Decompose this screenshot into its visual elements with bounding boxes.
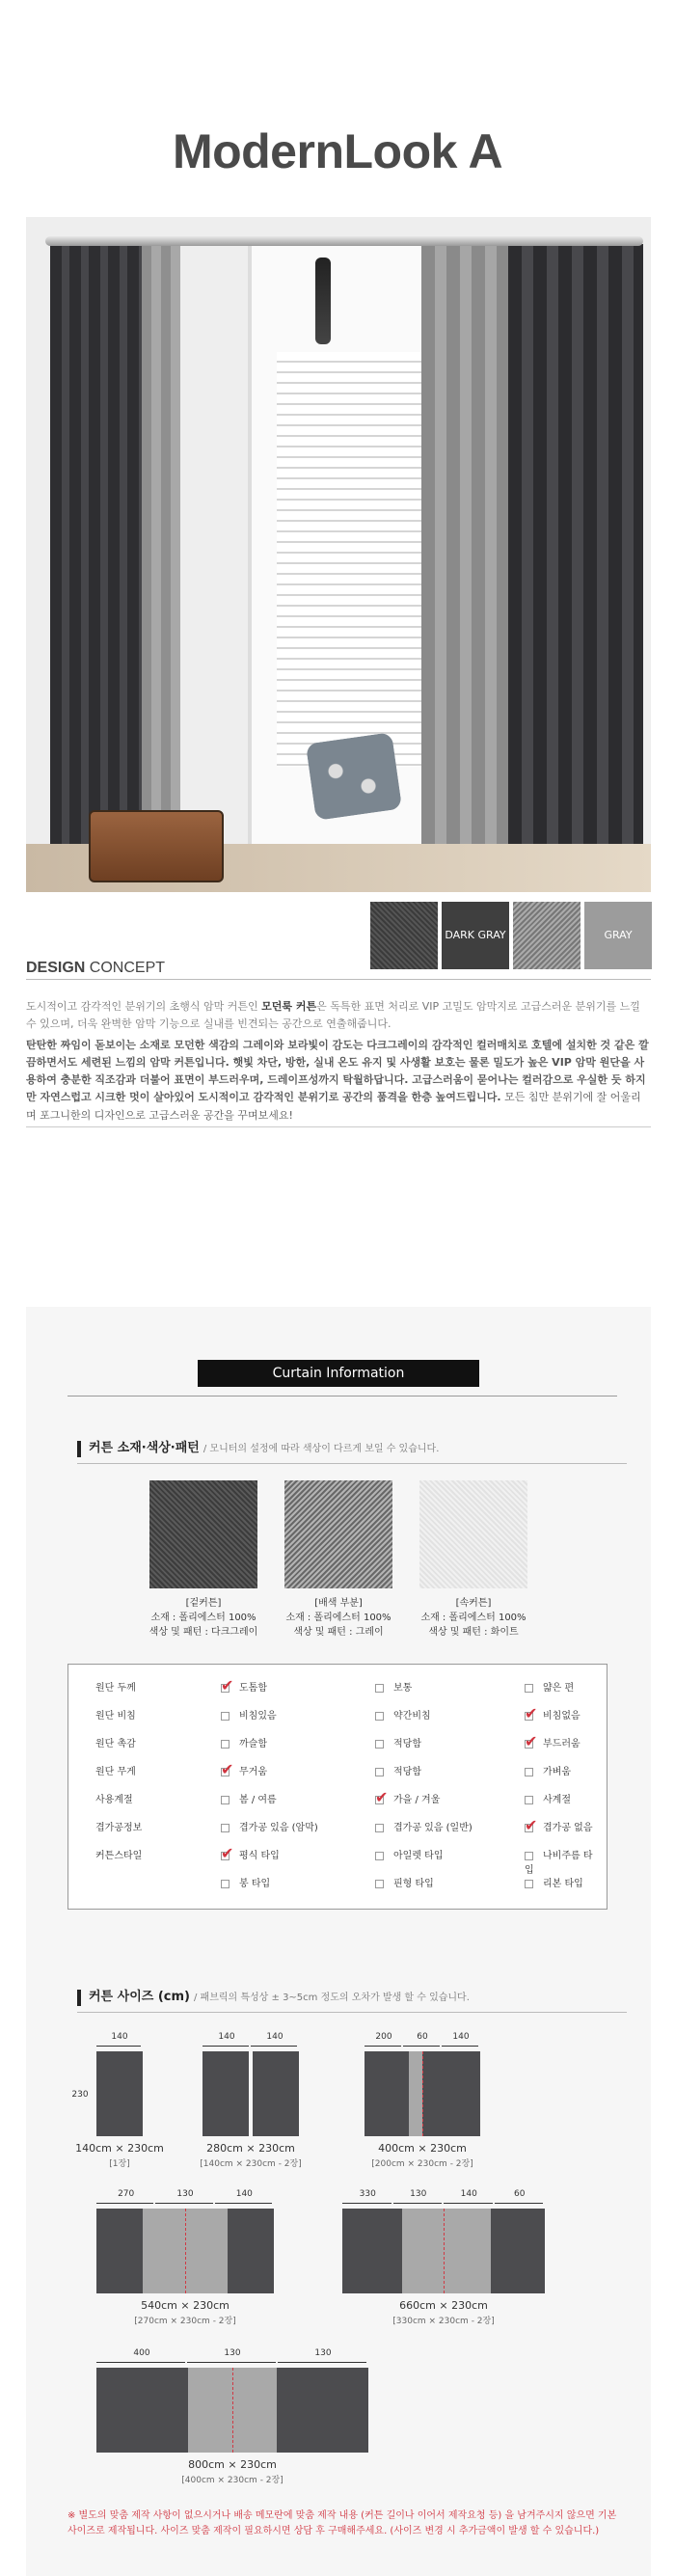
custom-order-footnote: ※ 별도의 맞춤 제작 사항이 없으시거나 배송 메모란에 맞춤 제작 내용 (커튼 길이나 이어서 제작요청 등) 을 남겨주시지 않으면 기본사이즈로 제작됩니다. 사이즈 맞춤 제작이 필요하시면 상담 후 구매해주세요. (사이즈 변경 시 추가금액이 발생 할 수 있습니다.) [68,2510,617,2536]
dimension-bar [393,2203,443,2204]
material-inner-swatch [419,1480,527,1588]
design-concept-heading: DESIGN CONCEPT [26,960,166,976]
curtain-panel [188,2368,232,2453]
property-option [221,1791,277,1805]
checkmark-icon [221,1852,230,1860]
size-caption: 140cm × 230cm [1장] [75,2142,164,2169]
dimension-bar [96,2362,185,2363]
checkmark-icon [221,1684,230,1693]
dimension-bar [96,2046,141,2047]
hero-curtain-photo [26,217,651,892]
size-heading: 커튼 사이즈 (cm) / 패브릭의 특성상 ± 3~5cm 정도의 오차가 발생 할 수 있습니다. [77,1990,470,2006]
checkbox-icon [525,1880,533,1888]
checkbox-icon [525,1768,533,1776]
material-outer-swatch [149,1480,257,1588]
dimension-bar [444,2203,493,2204]
property-option-label: 부드러움 [543,1739,580,1749]
dimension-bar [278,2362,366,2363]
dimension-label: 130 [410,2189,427,2199]
swatch-dark-gray-label: DARK GRAY [442,902,509,969]
checkbox-icon [525,1852,533,1860]
dimension-label: 140 [460,2189,477,2199]
property-option [221,1735,267,1749]
checkbox-icon [525,1684,533,1693]
dimension-bar [495,2203,544,2204]
dimension-label: 140 [452,2032,470,2042]
property-option [221,1679,267,1694]
divider [26,979,651,980]
property-option-label: 얇은 편 [543,1683,575,1694]
center-split-line [422,2051,423,2136]
property-row [95,1760,597,1779]
property-name: 원단 비침 [95,1711,136,1722]
property-option-label: 평식 타입 [239,1851,280,1861]
property-option [525,1819,592,1833]
dimension-label: 130 [314,2348,332,2358]
curtain-panel [96,2209,143,2293]
curtain-info-title: Curtain Information [198,1360,479,1387]
curtain-panel [143,2209,185,2293]
center-split-line [232,2368,233,2453]
dimension-bar [215,2203,272,2204]
dimension-label: 60 [514,2189,526,2199]
dimension-bar [342,2203,392,2204]
dimension-label: 400 [133,2348,150,2358]
property-option [375,1735,421,1749]
property-row [95,1732,597,1751]
size-caption: 800cm × 230cm [400cm × 230cm - 2장] [181,2458,284,2485]
divider [77,1463,627,1464]
property-option-label: 아일렛 타입 [393,1851,444,1861]
property-row [95,1816,597,1835]
property-option-label: 핀형 타입 [393,1879,434,1889]
dimension-label: 130 [224,2348,241,2358]
property-option [221,1707,277,1722]
curtain-panel [277,2368,368,2453]
checkmark-icon [525,1740,533,1749]
property-option-label: 봉 타입 [239,1879,271,1889]
height-label: 230 [71,2090,89,2100]
property-row [95,1844,597,1876]
property-option-label: 도톰함 [239,1683,267,1694]
checkmark-icon [375,1796,384,1804]
dimension-label: 140 [235,2189,253,2199]
property-option [221,1847,280,1861]
curtain-panel [228,2209,274,2293]
property-option-label: 겹가공 있음 (일반) [393,1823,472,1833]
property-option-label: 가벼움 [543,1767,571,1777]
dimension-label: 60 [417,2032,428,2042]
property-row [95,1676,597,1695]
curtain-left-dark [50,244,142,852]
property-option-label: 겹가공 있음 (암막) [239,1823,318,1833]
checkbox-icon [221,1796,230,1804]
curtain-panel [342,2209,402,2293]
dimension-bar [403,2046,440,2047]
curtain-panel [202,2051,249,2136]
fabric-properties-table [68,1664,608,1910]
dimension-label: 270 [118,2189,135,2199]
checkmark-icon [525,1824,533,1832]
dimension-label: 140 [266,2032,284,2042]
checkmark-icon [525,1712,533,1721]
property-option-label: 무거움 [239,1767,267,1777]
property-option [375,1819,472,1833]
material-heading: 커튼 소재·색상·패턴 / 모니터의 설정에 따라 색상이 다르게 보일 수 있습니다. [77,1441,439,1457]
center-split-line [444,2209,445,2293]
curtain-right-dark [508,244,643,861]
checkmark-icon [221,1768,230,1776]
property-option-label: 적당함 [393,1739,421,1749]
checkbox-icon [375,1768,384,1776]
curtain-panel [518,2209,545,2293]
center-split-line [185,2209,186,2293]
checkbox-icon [375,1712,384,1721]
dimension-bar [442,2046,478,2047]
material-inner-caption: [속커튼] 소재 : 폴리에스터 100% 색상 및 패턴 : 화이트 [420,1598,526,1638]
property-option-label: 겹가공 없음 [543,1823,593,1833]
curtain-panel [185,2209,228,2293]
dimension-label: 200 [375,2032,392,2042]
property-name: 원단 무게 [95,1767,136,1777]
property-option-label: 나비주름 타입 [525,1851,593,1876]
property-option-label: 보통 [393,1683,413,1694]
property-option-label: 봄 / 여름 [239,1795,277,1805]
size-caption: 660cm × 230cm [330cm × 230cm - 2장] [392,2299,495,2326]
property-option-label: 비침없음 [543,1711,580,1722]
property-name: 원단 두께 [95,1683,136,1694]
design-concept-intro: 도시적이고 감각적인 분위기의 초행식 암막 커튼인 모던룩 커튼은 독특한 표면 처리로 VIP 고밀도 암막지로 고급스러운 분위기를 느낄 수 있으며, 더욱 완벽한 암막 기능으로 실내를 빈견되는 공간으로 연출해줍니다. [26,1000,640,1030]
swatch-gray-label: GRAY [584,902,652,969]
checkbox-icon [375,1740,384,1749]
curtain-panel [436,2051,480,2136]
checkbox-icon [375,1852,384,1860]
property-option [221,1875,270,1889]
property-option [221,1763,267,1777]
property-option-label: 까슬함 [239,1739,267,1749]
curtain-panel [402,2209,446,2293]
window-blind [277,352,431,767]
property-option-label: 약간비침 [393,1711,431,1722]
property-option [525,1791,571,1805]
dimension-bar [155,2203,212,2204]
property-option-label: 적당함 [393,1767,421,1777]
property-option-label: 리본 타입 [543,1879,583,1889]
property-option [375,1763,421,1777]
property-option-label: 사계절 [543,1795,571,1805]
divider [26,1126,651,1127]
property-option [375,1847,443,1861]
curtain-left-gray [142,244,180,852]
property-option [375,1707,431,1722]
property-row [95,1872,597,1891]
curtain-panel [409,2051,422,2136]
size-caption: 540cm × 230cm [270cm × 230cm - 2장] [134,2299,236,2326]
curtain-panel [232,2368,277,2453]
curtain-right-gray [421,244,508,856]
property-option [525,1735,580,1749]
curtain-panel [96,2368,188,2453]
property-option-label: 비침있음 [239,1711,277,1722]
dimension-bar [364,2046,401,2047]
checkbox-icon [221,1712,230,1721]
product-title: ModernLook A [172,124,503,178]
property-option [221,1819,318,1833]
curtain-panel [491,2209,518,2293]
checkbox-icon [525,1796,533,1804]
property-row [95,1788,597,1807]
property-name: 커튼스타일 [95,1851,143,1861]
dimension-label: 140 [218,2032,235,2042]
checkbox-icon [375,1824,384,1832]
curtain-panel [96,2051,143,2136]
size-caption: 400cm × 230cm [200cm × 230cm - 2장] [371,2142,473,2169]
tassel-icon [315,258,331,344]
property-option [525,1763,571,1777]
property-name: 사용계절 [95,1795,133,1805]
checkbox-icon [221,1740,230,1749]
wooden-trunk [89,810,224,882]
divider [77,2012,627,2013]
design-concept-body: 탄탄한 짜임이 돋보이는 소재로 모던한 색감의 그레이와 보라빛이 감도는 다크그레이의 감각적인 컬러매치로 호텔에 설치한 것 같은 깔끔하면서도 세련된 느낌의 암막 커튼입니다. 햇빛 차단, 방한, 실내 온도 유지 및 사생활 보호는 물론 밀도가 높은 VIP 암막 원단을 사용하여 충분한 직조감과 더불어 표면이 부드러우며, 드레이프성까지 탁월하답니다. 고급스러움이 묻어나는 컬러감으로 우실한 듯 하지만 자연스럽고 시크한 멋이 살아있어 도시적이고 감각적인 분위기로 공간의 품격을 한층 높여드립니다. 모든 침만 분위기에 잘 어울리며 포그니한의 디자인으로 고급스러운 공간을 꾸며보세요! [26,1039,649,1122]
material-outer-caption: [겉커튼] 소재 : 폴리에스터 100% 색상 및 패턴 : 다크그레이 [148,1598,258,1638]
checkbox-icon [375,1880,384,1888]
material-accent-caption: [배색 부분] 소재 : 폴리에스터 100% 색상 및 패턴 : 그레이 [285,1598,392,1638]
property-option [375,1875,434,1889]
dimension-bar [187,2362,276,2363]
curtain-panel [364,2051,409,2136]
curtain-rod [45,236,643,246]
dimension-bar [96,2203,153,2204]
checkbox-icon [221,1824,230,1832]
size-caption: 280cm × 230cm [140cm × 230cm - 2장] [200,2142,302,2169]
checkbox-icon [375,1684,384,1693]
dimension-bar [202,2046,249,2047]
pillow [306,732,402,821]
material-accent-swatch [284,1480,392,1588]
dimension-label: 140 [111,2032,128,2042]
dimension-label: 330 [359,2189,376,2199]
dimension-bar [251,2046,297,2047]
property-option [525,1679,574,1694]
property-option [375,1791,440,1805]
property-option-label: 가을 / 겨울 [393,1795,441,1805]
property-name: 원단 촉감 [95,1739,136,1749]
property-name: 겹가공정보 [95,1823,143,1833]
swatch-gray-texture [513,902,580,969]
property-option [375,1679,412,1694]
property-option [525,1707,580,1722]
curtain-panel [422,2051,436,2136]
checkbox-icon [221,1880,230,1888]
dimension-label: 130 [176,2189,194,2199]
curtain-panel [446,2209,491,2293]
property-option [525,1875,583,1889]
swatch-dark-gray-texture [370,902,438,969]
property-row [95,1704,597,1723]
curtain-panel [253,2051,299,2136]
